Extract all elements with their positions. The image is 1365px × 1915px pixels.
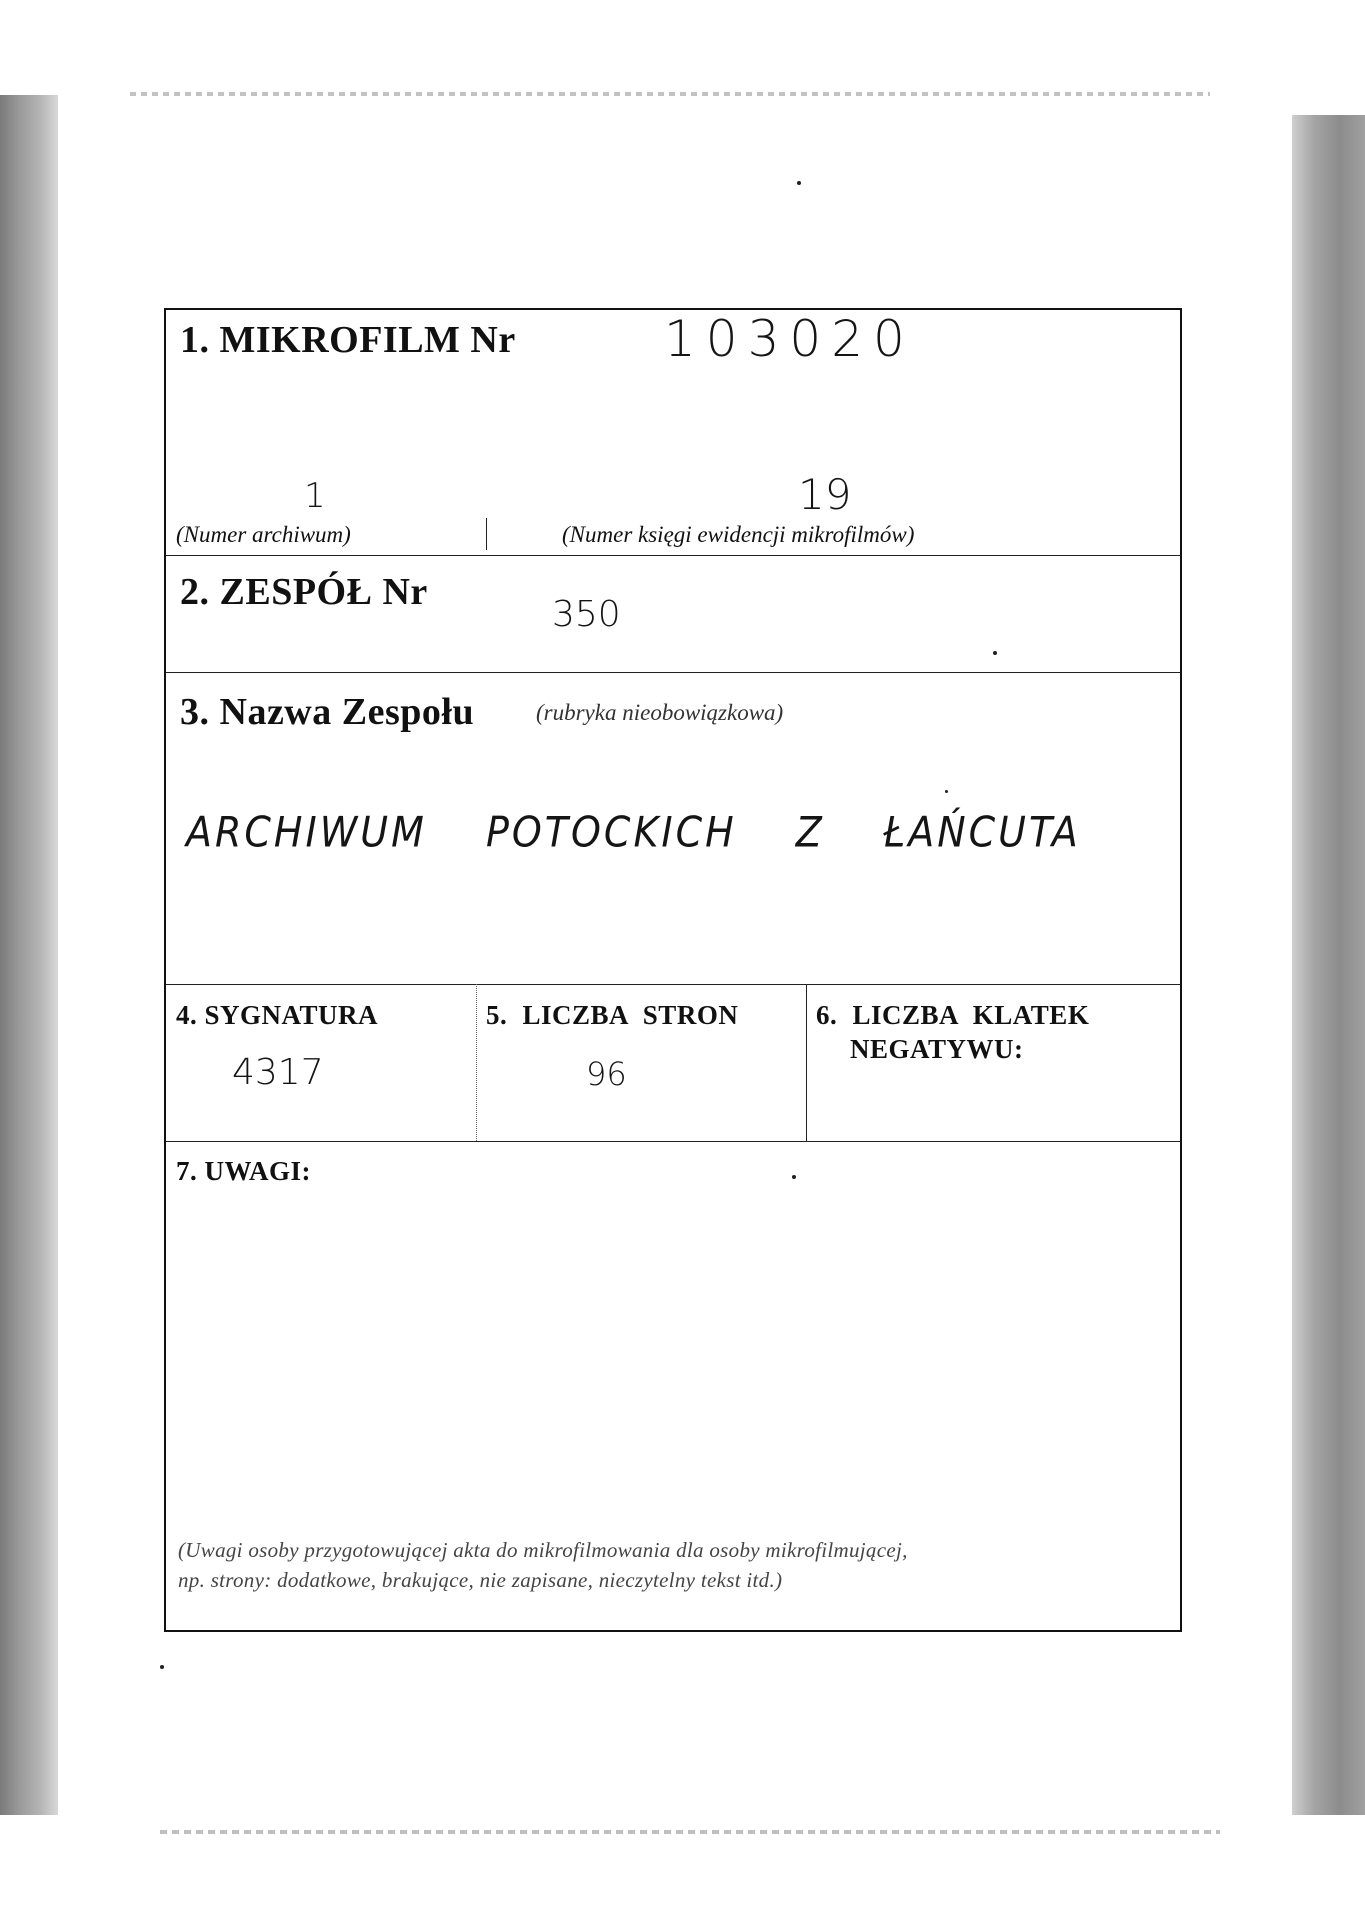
row-divider [166,555,1180,556]
column-divider [476,984,477,1141]
scan-edge-bottom [160,1830,1220,1834]
ksiega-hint: (Numer księgi ewidencji mikrofilmów) [562,522,915,547]
nazwa-value: ARCHIWUM POTOCKICH Z ŁAŃCUTA [186,807,1081,857]
zespol-label: 2. ZESPÓŁ Nr [180,571,428,613]
uwagi-hint-line1: (Uwagi osoby przygotowującej akta do mikrofilmowania dla osoby mikrofilmującej, [178,1538,908,1562]
sygnatura-label: 4. SYGNATURA [176,1000,379,1030]
hint-divider [486,518,487,550]
scan-edge-left [0,95,58,1815]
uwagi-hint-line2: np. strony: dodatkowe, brakujące, nie zapisane, nieczytelny tekst itd.) [178,1568,783,1592]
liczba-stron-label: 5. LICZBA STRON [486,1000,739,1030]
column-divider [806,984,807,1141]
scan-speck [160,1665,164,1669]
sygnatura-value: 4317 [232,1052,324,1093]
scan-edge-top [130,92,1210,96]
scan-speck [797,181,801,185]
row-divider [166,984,1180,985]
mikrofilm-number: 103020 [664,310,915,368]
scan-edge-right [1292,115,1365,1815]
microfilm-form [164,308,1182,1632]
row-divider [166,1141,1180,1142]
ksiega-number: 19 [798,470,852,519]
klatek-label-line2: NEGATYWU: [850,1034,1024,1064]
uwagi-label: 7. UWAGI: [176,1156,312,1186]
mikrofilm-label: 1. MIKROFILM Nr [180,319,516,361]
archiwum-number: 1 [304,476,326,516]
zespol-number: 350 [552,594,621,635]
archiwum-hint: (Numer archiwum) [176,522,351,547]
row-divider [166,672,1180,673]
klatek-label-line1: 6. LICZBA KLATEK [816,1000,1090,1030]
nazwa-hint: (rubryka nieobowiązkowa) [536,700,784,725]
liczba-stron-value: 96 [586,1055,627,1093]
nazwa-label: 3. Nazwa Zespołu [180,691,475,733]
